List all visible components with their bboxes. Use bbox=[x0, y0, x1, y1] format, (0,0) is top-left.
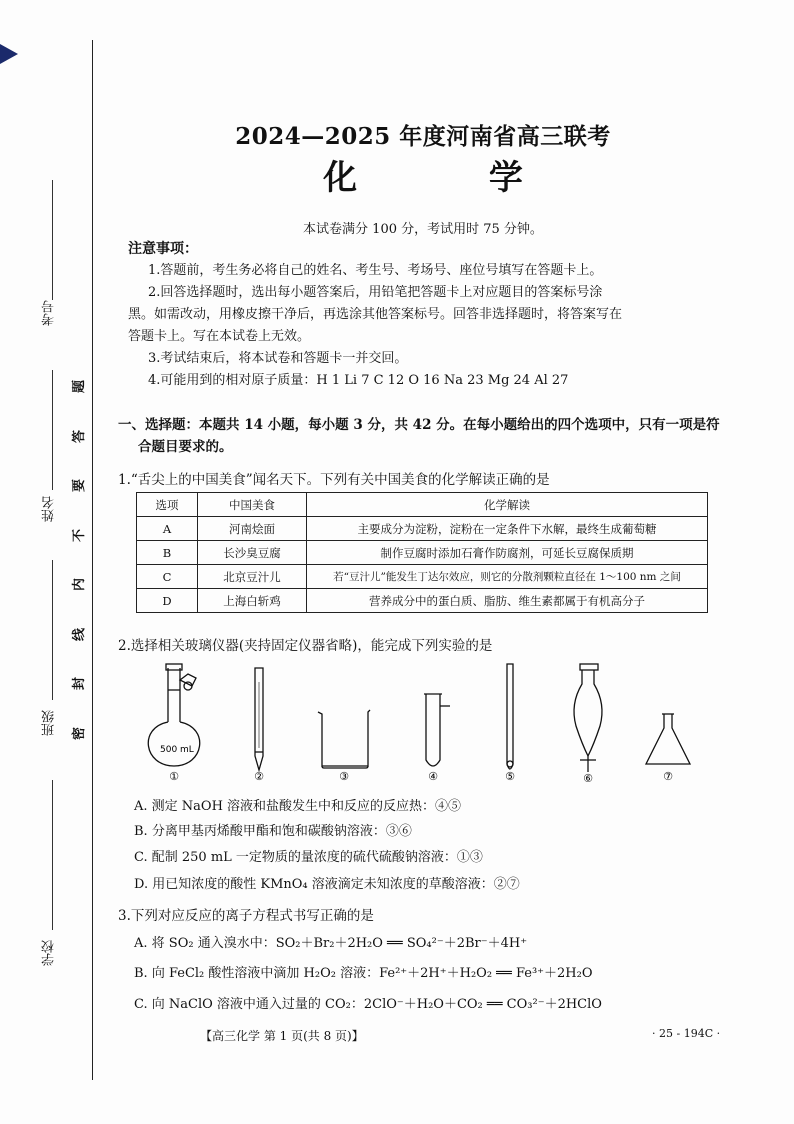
exam-meta: 本试卷满分 100 分，考试用时 75 分钟。 bbox=[303, 222, 543, 237]
apparatus-label: ⑦ bbox=[663, 770, 673, 782]
section-line: 合题目要求的。 bbox=[138, 439, 233, 455]
name-label: 姓名 bbox=[42, 496, 57, 522]
question-3-option: C. 向 NaClO 溶液中通入过量的 CO₂：2ClO⁻＋H₂O＋CO₂ ══ CO₃²⁻＋2HClO bbox=[134, 997, 602, 1012]
question-2-option: B. 分离甲基丙烯酸甲酯和饱和碳酸钠溶液：③⑥ bbox=[134, 824, 412, 839]
notice-heading: 注意事项： bbox=[128, 241, 198, 257]
table-header: 中国美食 bbox=[198, 493, 307, 517]
beaker-icon bbox=[318, 710, 370, 768]
table-cell: 制作豆腐时添加石膏作防腐剂，可延长豆腐保质期 bbox=[307, 541, 708, 565]
table-row bbox=[137, 589, 708, 613]
school-label: 学校 bbox=[42, 940, 57, 966]
apparatus-label: ② bbox=[254, 770, 264, 782]
corner-mark bbox=[0, 44, 18, 64]
table-cell: 河南烩面 bbox=[198, 517, 307, 541]
question-3-option: B. 向 FeCl₂ 酸性溶液中滴加 H₂O₂ 溶液：Fe²⁺＋2H⁺＋H₂O₂ ══ Fe³⁺＋2H₂O bbox=[134, 966, 593, 981]
table-header: 选项 bbox=[137, 493, 198, 517]
page-footer: 【高三化学 第 1 页(共 8 页)】 bbox=[200, 1029, 364, 1043]
table-row bbox=[137, 517, 708, 541]
seal-char: 内 bbox=[72, 578, 88, 592]
table-row bbox=[137, 541, 708, 565]
question-1-stem: 1.“舌尖上的中国美食”闻名天下。下列有关中国美食的化学解读正确的是 bbox=[118, 472, 550, 488]
side-arm-tube-icon bbox=[424, 694, 450, 766]
seal-char: 要 bbox=[72, 479, 88, 493]
apparatus-label: ④ bbox=[428, 770, 438, 782]
table-cell: 上海白斩鸡 bbox=[198, 589, 307, 613]
class-line bbox=[52, 560, 53, 700]
table-header-row bbox=[137, 493, 708, 517]
seal-notice bbox=[72, 380, 88, 740]
glassware-figure bbox=[118, 662, 718, 782]
apparatus-label: ⑤ bbox=[505, 770, 515, 782]
notice-item: 黑。如需改动，用橡皮擦干净后，再选涂其他答案标号。回答非选择题时，将答案写在 bbox=[128, 307, 623, 322]
table-cell: B bbox=[137, 541, 198, 565]
notice-item: 答题卡上。写在本试卷上无效。 bbox=[128, 329, 311, 344]
conical-flask-icon bbox=[646, 714, 690, 764]
exam-number-label: 考号 bbox=[42, 300, 57, 326]
apparatus-label: ③ bbox=[339, 770, 349, 782]
seal-char: 不 bbox=[72, 528, 88, 542]
seal-char: 密 bbox=[72, 726, 88, 740]
table-cell: 北京豆汁儿 bbox=[198, 565, 307, 589]
question-2-option: D. 用已知浓度的酸性 KMnO₄ 溶液滴定未知浓度的草酸溶液：②⑦ bbox=[134, 877, 520, 892]
class-label: 班级 bbox=[42, 710, 57, 736]
notice-item: 1.答题前，考生务必将自己的姓名、考生号、考场号、座位号填写在答题卡上。 bbox=[148, 263, 603, 278]
seal-char: 封 bbox=[72, 677, 88, 691]
apparatus-label: ⑥ bbox=[583, 772, 593, 782]
question-2-stem: 2.选择相关玻璃仪器(夹持固定仪器省略)，能完成下列实验的是 bbox=[118, 638, 493, 654]
exam-title: 2024—2025 年度河南省高三联考 bbox=[235, 123, 611, 150]
table-cell: 营养成分中的蛋白质、脂肪、维生素都属于有机高分子 bbox=[307, 589, 708, 613]
table-cell: 主要成分为淀粉，淀粉在一定条件下水解，最终生成葡萄糖 bbox=[307, 517, 708, 541]
school-line bbox=[52, 780, 53, 930]
question-3-option: A. 将 SO₂ 通入溴水中：SO₂＋Br₂＋2H₂O ══ SO₄²⁻＋2Br⁻＋4H⁺ bbox=[134, 936, 528, 951]
section-heading bbox=[118, 414, 728, 458]
flask-volume-label: 500 mL bbox=[160, 745, 194, 755]
name-line bbox=[52, 370, 53, 490]
question-2-option: C. 配制 250 mL 一定物质的量浓度的硫代硫酸钠溶液：①③ bbox=[134, 850, 483, 865]
section-line: 一、选择题：本题共 14 小题，每小题 3 分，共 42 分。在每小题给出的四个选项中，只有一项是符 bbox=[118, 417, 720, 433]
exam-number-line bbox=[52, 180, 53, 300]
table-cell: 若“豆汁儿”能发生丁达尔效应，则它的分散剂颗粒直径在 1～100 nm 之间 bbox=[307, 565, 708, 589]
notice-item: 2.回答选择题时，选出每小题答案后，用铅笔把答题卡上对应题目的答案标号涂 bbox=[148, 285, 603, 300]
table-row bbox=[137, 565, 708, 589]
notice-item: 4.可能用到的相对原子质量：H 1 Li 7 C 12 O 16 Na 23 Mg 24 Al 27 bbox=[148, 373, 569, 388]
table-cell: C bbox=[137, 565, 198, 589]
binding-line bbox=[92, 40, 93, 1080]
question-3-stem: 3.下列对应反应的离子方程式书写正确的是 bbox=[118, 908, 374, 924]
notice-item: 3.考试结束后，将本试卷和答题卡一并交回。 bbox=[148, 351, 408, 366]
separatory-funnel-icon bbox=[574, 664, 602, 772]
table-cell: D bbox=[137, 589, 198, 613]
apparatus-label: ① bbox=[169, 770, 179, 782]
seal-char: 题 bbox=[72, 379, 88, 394]
table-header: 化学解读 bbox=[307, 493, 708, 517]
table-cell: 长沙臭豆腐 bbox=[198, 541, 307, 565]
subject-title: 化 学 bbox=[323, 158, 583, 198]
question-2-option: A. 测定 NaOH 溶液和盐酸发生中和反应的反应热：④⑤ bbox=[134, 799, 462, 814]
paper-code: · 25 - 194C · bbox=[652, 1027, 721, 1040]
thermometer-icon bbox=[507, 664, 513, 769]
table-cell: A bbox=[137, 517, 198, 541]
burette-icon bbox=[255, 668, 263, 770]
question-1-table bbox=[136, 492, 708, 613]
seal-char: 答 bbox=[72, 429, 88, 443]
seal-char: 线 bbox=[72, 627, 88, 641]
